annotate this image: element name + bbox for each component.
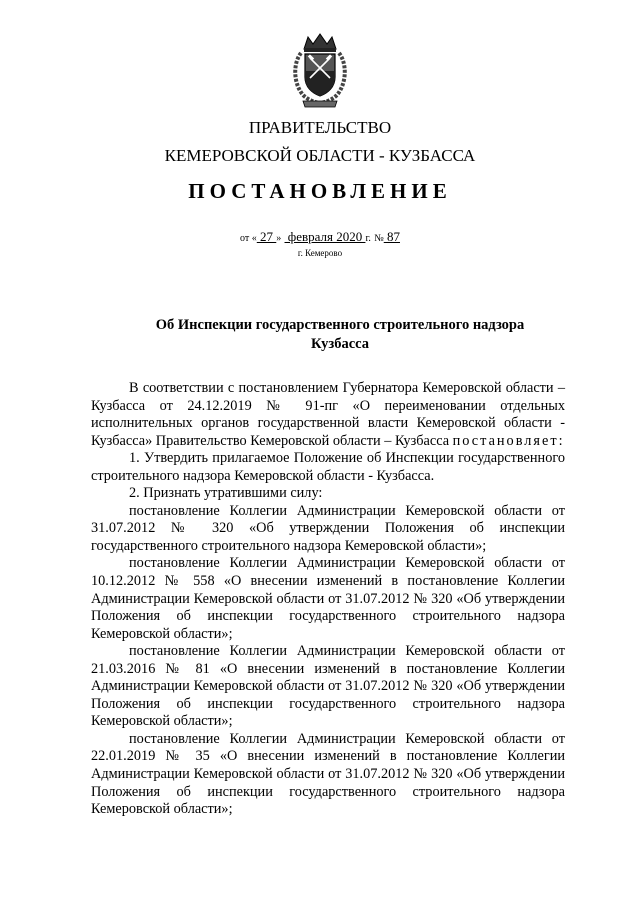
government-title: ПРАВИТЕЛЬСТВО — [248, 118, 392, 137]
subject-line-1: Об Инспекции государственного строительного надзора — [155, 317, 525, 333]
intro-paragraph — [91, 380, 565, 450]
date-prefix: от « — [240, 233, 257, 244]
document-type: ПОСТАНОВЛЕНИЕ — [188, 179, 452, 203]
number-label: № — [374, 233, 384, 244]
coat-of-arms-icon — [291, 31, 349, 111]
region-title: КЕМЕРОВСКОЙ ОБЛАСТИ - КУЗБАССА — [164, 146, 476, 165]
date-month-year: февраля 2020 — [284, 229, 366, 244]
document-subject — [140, 316, 540, 354]
item-2: 2. Признать утратившими силу: — [129, 485, 323, 502]
subject-line-2: Кузбасса — [310, 336, 370, 352]
document-number: 87 — [383, 229, 400, 244]
date-year-suffix: г. — [365, 233, 371, 244]
repealed-act-1: постановление Коллегии Администрации Кемеровской области от 31.07.2012 № 320 «Об утверждении Положения об инспекции государственного строительного надзора Кемеровской области»; — [91, 502, 565, 554]
date-day: 27 — [256, 229, 277, 244]
document-dateline — [0, 229, 640, 245]
date-mid: » — [276, 233, 282, 244]
decree-word: постановляет: — [452, 432, 565, 449]
document-body — [91, 380, 565, 819]
repealed-act-3: постановление Коллегии Администрации Кемеровской области от 21.03.2016 № 81 «О внесении изменений в постановление Коллегии Администрации Кемеровской области от 31.07.2012 № 320 «Об утверждении Положения об инспекции государственного строительного надзора Кемеровской области»; — [91, 643, 565, 730]
repealed-act-2: постановление Коллегии Администрации Кемеровской области от 10.12.2012 № 558 «О внесении изменений в постановление Коллегии Администрации Кемеровской области от 31.07.2012 № 320 «Об утверждении Положения об инспекции государственного строительного надзора Кемеровской области»; — [91, 555, 565, 642]
repealed-act-4: постановление Коллегии Администрации Кемеровской области от 22.01.2019 № 35 «О внесении изменений в постановление Коллегии Администрации Кемеровской области от 31.07.2012 № 320 «Об утверждении Положения об инспекции государственного строительного надзора Кемеровской области»; — [91, 730, 565, 818]
item-1: 1. Утвердить прилагаемое Положение об Инспекции государственного строительного надзора Кемеровской области - Кузбасса. — [91, 450, 565, 484]
intro-text: В соответствии с постановлением Губернатора Кемеровской области – Кузбасса от 24.12.2019 № 91-пг «О переименовании отдельных исполнительных органов государственной власти Кемеровской области - Кузбасса» Правительство Кемеровской области – Кузбасса — [91, 380, 565, 449]
document-city: г. Кемерово — [297, 248, 343, 258]
